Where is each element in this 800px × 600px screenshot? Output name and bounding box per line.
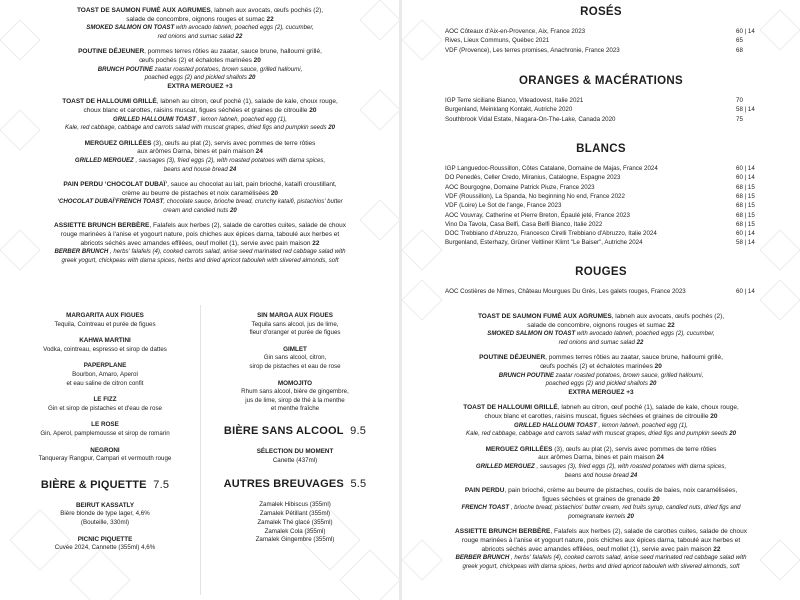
dish-price: 20 — [710, 412, 718, 420]
wine-name: AOC Costières de Nîmes, Château Mourgues Du Grès, Les galets rouges, France 2023 — [445, 288, 686, 295]
drink-description: fleur d'oranger et purée de figues — [249, 329, 341, 337]
dish-text: , labneh aux avocats, œufs pochés (2), — [611, 313, 725, 320]
dish-description — [30, 181, 370, 190]
dish-english-text: beans and house bread — [163, 165, 228, 173]
dish-english — [30, 116, 370, 125]
dish-name: PAIN PERDU — [464, 487, 505, 495]
dish-price: 20 — [652, 495, 660, 503]
dish-english-text: , sausages (3), fried eggs (2), with roasted potatoes with darna spices, — [133, 156, 326, 164]
drink-description: Vodka, cointreau, espresso et sirop de dattes — [43, 345, 167, 353]
wine-name: Rives, Lieux Communs, Québec 2021 — [445, 37, 550, 45]
dish-text: (3), œufs au plat (2), servis avec pommes de terre rôties — [552, 445, 717, 453]
drink-name: SÉLECTION DU MOMENT — [256, 447, 334, 455]
wine-name: AOC Bourgogne, Domaine Patrick Piuze, France 2023 — [445, 183, 595, 191]
dish-english-name: ‘CHOCOLAT DUBAÏ’FRENCH TOAST — [57, 198, 164, 206]
drink-item — [20, 362, 190, 388]
dish-english-text: , sausages (3), fried eggs (2), with roasted potatoes with darna spices, — [534, 462, 727, 470]
drink-description: Tequila sans alcool, jus de lime, — [251, 320, 339, 328]
dish-english-text: poached eggs (2) and pickled shallots — [545, 380, 648, 388]
dish-price: 24 — [255, 148, 263, 156]
menu-item — [30, 140, 370, 174]
right-brunch-section — [432, 313, 770, 578]
dish-english-price: 20 — [649, 380, 657, 388]
drink-description: sirop de pistaches et eau de rose — [249, 362, 341, 370]
dish-text: abricots séchés avec amandes effilées, oeuf mollet (1), servie avec pain maison — [481, 545, 712, 553]
wine-name: VDF (Roussillon), La Spanda, No beginning No end, France 2022 — [445, 192, 625, 200]
dish-text: rouge marinées à l'anise et yogourt nature, pois chiches aux épices darna, taboulé aux herbes et — [60, 231, 340, 239]
dish-english-price: 20 — [248, 74, 256, 82]
extra-label: EXTRA MERGUEZ — [167, 82, 224, 90]
dish-english-price: 20 — [229, 206, 237, 214]
dish-english — [30, 198, 370, 207]
drink-name: LE ROSE — [91, 421, 119, 429]
drink-name: PAPERPLANE — [83, 362, 127, 370]
dish-english-name: SMOKED SALMON ON TOAST — [86, 24, 175, 32]
wine-row — [445, 287, 775, 296]
dish-description — [432, 413, 770, 422]
drink-item — [20, 312, 190, 329]
oranges-heading: ORANGES & MACÉRATIONS — [519, 75, 683, 87]
dish-price: 24 — [656, 454, 664, 462]
dish-english-price: 20 — [729, 430, 736, 438]
extra-price: +3 — [225, 82, 233, 90]
wine-row — [445, 36, 775, 45]
dish-text: salade de concombre, oignons rouges et sumac — [527, 321, 666, 329]
wine-name: VDF (Provence), Les terres promises, Anachronie, France 2023 — [445, 46, 620, 54]
dish-english-text: with avocado labneh, poached eggs (2), cucumber, — [174, 24, 314, 32]
wine-price: 68 | 15 — [736, 211, 755, 219]
dish-description — [30, 190, 370, 199]
dish-text: aux arômes Darna, bines et pain maison — [137, 148, 254, 156]
menu-item — [30, 222, 370, 265]
extra-price: +3 — [626, 388, 634, 396]
dish-description — [30, 222, 370, 231]
dish-english — [432, 504, 770, 513]
wine-row — [445, 96, 775, 105]
dish-name: POUTINE DÉJEUNER — [479, 354, 546, 362]
dish-english — [432, 372, 770, 381]
dish-english-text: , herbs' falafels (4), cooked carrots salad, anise seed marinated red cabbage salad with — [509, 554, 747, 562]
wine-price: 70 — [736, 97, 743, 104]
wine-name: Burgenland, Esterhazy, Grüner Veltliner Klimt "Le Baiser", Autriche 2024 — [445, 239, 643, 247]
wine-price: 68 | 15 — [736, 192, 755, 200]
dish-english-text: Kale, red cabbage, cabbage and carrots salad with muscat grapes, dried figs and pumpkin seeds — [466, 430, 728, 438]
dish-english — [30, 166, 370, 175]
wine-price: 60 | 14 — [736, 165, 755, 172]
dish-text: , pommes terres rôties au zaatar, sauce brune, halloumi grillé, — [144, 48, 322, 56]
dish-description — [30, 140, 370, 149]
wine-price: 60 | 14 — [736, 28, 755, 35]
dish-english — [432, 380, 770, 389]
dish-text: abricots séchés avec amandes effilées, oeuf mollet (1), servie avec pain maison — [80, 239, 311, 247]
drink-name: LE FIZZ — [93, 396, 117, 404]
dish-english-name: GRILLED MERGUEZ — [74, 156, 134, 164]
dish-price: 22 — [266, 15, 274, 23]
beverage-item: Zamalek Hibiscus (355ml) — [259, 501, 331, 509]
wine-price: 68 | 15 — [736, 183, 755, 191]
drink-description: Rhum sans alcool, bière de gingembre, — [241, 388, 349, 396]
drink-description: Gin et sirop de pistaches et d'eau de rose — [47, 404, 162, 412]
dish-english — [30, 24, 370, 33]
dish-text: , labneh aux avocats, œufs pochés (2), — [210, 7, 324, 14]
wine-row — [445, 192, 775, 201]
dish-english-text: Kale, red cabbage, cabbage and carrots salad with muscat grapes, dried figs and pumpkin seeds — [65, 124, 327, 132]
dish-text: , pain brioché, crème au beurre de pistaches, coulis de baies, noix caramélisées, — [504, 487, 738, 495]
dish-english-name: BRUNCH POUTINE — [498, 371, 554, 379]
drink-name: NEGRONI — [90, 446, 120, 454]
drink-item — [210, 312, 380, 338]
dish-english-text: greek yogurt, chickpeas with darna spices, herbs and dried apricot tabouleh with slivered almonds, soft — [61, 256, 339, 264]
drink-item — [20, 337, 190, 354]
dish-price: 20 — [253, 56, 261, 64]
dish-english — [30, 257, 370, 266]
drink-item — [210, 346, 380, 372]
rouges-heading: ROUGES — [575, 266, 627, 278]
drink-name: GIMLET — [283, 345, 307, 353]
dish-english — [30, 157, 370, 166]
beverage-item: Zamalek Gingembre (355ml) — [255, 536, 335, 544]
drink-name: BEIRUT KASSATLY — [75, 501, 135, 509]
dish-price: 20 — [654, 362, 662, 370]
dish-text: , pommes terres rôties au zaatar, sauce brune, halloumi grillé, — [545, 354, 723, 362]
menu-item — [432, 404, 770, 438]
drink-name: SIN MARGA AUX FIGUES — [257, 312, 333, 319]
dish-text: aux arômes Darna, bines et pain maison — [538, 454, 655, 462]
dish-english-text: red onions and sumac salad — [157, 32, 234, 40]
dish-english — [432, 513, 770, 522]
wine-name: Southbrook Vidal Estate, Niagara-On-The-Lake, Canada 2020 — [445, 115, 616, 123]
dish-english-text: cream and candied nuts — [163, 206, 229, 214]
wine-price: 58 | 14 — [736, 106, 755, 114]
dish-name: ASSIETTE BRUNCH BERBÈRE — [455, 528, 551, 536]
drink-item — [20, 502, 190, 528]
dish-english — [432, 554, 770, 563]
drink-name: MARGARITA AUX FIGUES — [66, 312, 144, 319]
wine-row — [445, 115, 775, 124]
dish-english-text: , lemon labneh, poached egg (1), — [596, 421, 688, 429]
dish-name: MERGUEZ GRILLÉES — [485, 445, 553, 453]
dish-english-text: with avocado labneh, poached eggs (2), cucumber, — [575, 330, 715, 338]
dish-description — [30, 148, 370, 157]
drink-description: et eau saline de citron confit — [66, 379, 144, 387]
dish-description — [432, 363, 770, 372]
drink-description: Gin sans alcool, citron, — [263, 354, 327, 362]
wine-name: AOC Vouvray, Catherine et Pierre Breton, Épaulé jeté, France 2023 — [445, 211, 630, 219]
dish-english-name: GRILLED HALLOUMI TOAST — [514, 421, 597, 429]
dish-name: ASSIETTE BRUNCH BERBÈRE — [54, 222, 150, 230]
dish-description — [30, 231, 370, 240]
dish-text: , labneh au citron, œuf poché (1), salade de kale, choux rouge, — [557, 404, 739, 412]
dish-english-price: 22 — [235, 32, 243, 40]
wine-row — [445, 220, 775, 229]
left-brunch-section — [30, 7, 370, 272]
wine-price: 68 | 15 — [736, 220, 755, 228]
dish-english-text: beans and house bread — [564, 471, 629, 479]
dish-english — [432, 430, 770, 439]
wine-row — [445, 229, 775, 238]
dish-english-name: GRILLED MERGUEZ — [475, 462, 535, 470]
beverage-item: Zamalek Thé glacé (355ml) — [257, 518, 333, 526]
drink-description: Canette (437ml) — [272, 456, 318, 464]
wine-row — [445, 105, 775, 114]
dish-english-text: , chocolate sauce, brioche bread, crunchy kataifi, pistachios' butter — [163, 198, 343, 206]
extra-option — [432, 389, 770, 398]
dish-description — [432, 354, 770, 363]
dish-description — [432, 496, 770, 505]
dish-description — [30, 48, 370, 57]
dish-description — [432, 322, 770, 331]
wine-row — [445, 164, 775, 173]
wine-row — [445, 46, 775, 55]
drinks-columns — [20, 312, 380, 600]
dish-name: TOAST DE SAUMON FUMÉ AUX AGRUMES — [477, 313, 612, 320]
drink-name: KAHWA MARTINI — [79, 337, 131, 345]
dish-english — [30, 248, 370, 257]
dish-description — [30, 240, 370, 249]
dish-price: 22 — [312, 239, 320, 247]
dish-english-price: 24 — [229, 165, 237, 173]
dish-text: crème au beurre de pistaches et noix caramélisées — [121, 189, 269, 197]
dish-description — [432, 313, 770, 322]
wine-name: DO Penedès, Celler Credo, Miranius, Catalogne, Espagne 2023 — [445, 174, 621, 182]
dish-english-text: , brioche bread, pistachios' butter cream, red fruits syrup, candied nuts, dried figs and — [509, 504, 741, 512]
wine-price: 65 — [736, 37, 743, 45]
dish-text: œufs pochés (2) et échalotes marinées — [540, 362, 653, 370]
dish-english — [30, 74, 370, 83]
drink-description: Tanqueray Rangpur, Campari et vermouth rouge — [38, 455, 172, 463]
dish-description — [432, 537, 770, 546]
drink-item — [210, 448, 380, 465]
dish-english-text: zaatar roasted potatoes, brown sauce, grilled halloumi, — [553, 371, 704, 379]
drinks-right-column — [210, 312, 380, 545]
dish-description — [432, 528, 770, 537]
dish-english — [432, 463, 770, 472]
drink-description: (Bouteille, 330ml) — [80, 518, 130, 526]
dish-english-text: , lemon labneh, poached egg (1), — [195, 115, 287, 123]
dish-english-name: FRENCH TOAST — [461, 504, 510, 512]
dish-english — [432, 563, 770, 572]
dish-name: PAIN PERDU ‘CHOCOLAT DUBAÏ’ — [63, 181, 168, 189]
drink-item — [210, 380, 380, 414]
extra-label: EXTRA MERGUEZ — [568, 388, 625, 396]
dish-name: TOAST DE HALLOUMI GRILLÉ — [463, 404, 558, 412]
drink-description: Bourbon, Amaro, Aperol — [72, 370, 138, 378]
wine-price: 68 — [736, 46, 743, 54]
drink-description: Tequila, Cointreau et purée de figues — [54, 320, 156, 328]
dish-description — [432, 487, 770, 496]
roses-heading: ROSÉS — [580, 6, 622, 18]
dish-price: 22 — [713, 545, 721, 553]
drinks-left-column — [20, 312, 190, 561]
dish-price: 22 — [667, 321, 675, 329]
menu-item — [30, 98, 370, 132]
extra-option — [30, 83, 370, 92]
dish-text: , Falafels aux herbes (2), salade de carottes cuites, salade de choux — [149, 222, 346, 230]
wine-name: Vino Da Tavola, Casa Belfi, Casa Belfi Bianco, Italie 2022 — [445, 220, 603, 228]
dish-english-name: BERBER BRUNCH — [455, 554, 510, 562]
dish-english-text: , herbs' falafels (4), cooked carrots salad, anise seed marinated red cabbage salad with — [108, 248, 346, 256]
wine-name: IGP Languedoc-Roussillon, Côtes Catalane, Domaine de Majas, France 2024 — [445, 165, 658, 172]
dish-english — [30, 66, 370, 75]
dish-text: , labneh au citron, œuf poché (1), salade de kale, choux rouge, — [156, 98, 338, 106]
biere-heading: BIÈRE & PIQUETTE 7.5 — [40, 478, 170, 491]
wine-row — [445, 183, 775, 192]
menu-item — [432, 313, 770, 347]
dish-description — [30, 107, 370, 116]
wine-price: 58 | 14 — [736, 239, 755, 247]
wine-name: AOC Côteaux d'Aix-en-Provence, Aix, France 2023 — [445, 28, 586, 35]
dish-text: rouge marinées à l'anise et yogourt nature, pois chiches aux épices darna, taboulé aux herbes et — [461, 537, 741, 545]
dish-english — [432, 330, 770, 339]
dish-price: 20 — [270, 189, 279, 197]
dish-english-text: zaatar roasted potatoes, brown sauce, grilled halloumi, — [152, 65, 303, 73]
menu-item — [30, 48, 370, 91]
dish-text: (3), œufs au plat (2), servis avec pommes de terre rôties — [151, 139, 316, 147]
wine-price: 75 — [736, 115, 743, 123]
dish-english — [432, 422, 770, 431]
dish-text: œufs pochés (2) et échalotes marinées — [139, 56, 252, 64]
menu-item — [432, 354, 770, 397]
dish-name: TOAST DE HALLOUMI GRILLÉ — [62, 98, 157, 106]
dish-description — [30, 7, 370, 16]
drink-item — [20, 396, 190, 413]
dish-name: MERGUEZ GRILLÉES — [84, 139, 152, 147]
wine-name: VDF (Loire) Le Sot de l'ange, France 2023 — [445, 202, 562, 210]
wine-name: DOC Trebbiano d'Abruzzo, Francesco Cirelli Trebbiano d'Abruzzo, Italie 2024 — [445, 230, 657, 238]
wine-row — [445, 173, 775, 182]
dish-description — [432, 446, 770, 455]
dish-english-price: 20 — [627, 512, 634, 520]
drink-description: Cuvée 2024, Cannette (355ml) 4,6% — [54, 544, 156, 552]
menu-item — [432, 487, 770, 521]
drink-name: PICNIC PIQUETTE — [77, 535, 133, 543]
wine-price: 60 | 14 — [736, 288, 755, 295]
menu-item — [432, 446, 770, 480]
dish-english-price: 24 — [630, 471, 638, 479]
dish-english — [30, 124, 370, 133]
beverage-item: Zamalek Pétillant (355ml) — [259, 509, 331, 517]
dish-text: , Falafels aux herbes (2), salade de carottes cuites, salade de choux — [550, 528, 747, 536]
dish-name: TOAST DE SAUMON FUMÉ AUX AGRUMES — [76, 7, 211, 14]
dish-price: 20 — [309, 106, 317, 114]
dish-description — [432, 454, 770, 463]
right-page — [402, 0, 800, 600]
menu-item — [30, 181, 370, 215]
wine-name: IGP Terre siciliane Bianco, Viteadovest, Italie 2021 — [445, 97, 584, 104]
dish-english-name: GRILLED HALLOUMI TOAST — [113, 115, 196, 123]
drink-item — [20, 536, 190, 553]
dish-english — [432, 339, 770, 348]
wine-price: 60 | 14 — [736, 230, 755, 238]
dish-text: salade de concombre, oignons rouges et sumac — [126, 15, 265, 23]
wine-name: Burgenland, Meinklang Kontakt, Autriche 2020 — [445, 106, 573, 114]
drink-item — [20, 447, 190, 464]
dish-english-text: greek yogurt, chickpeas with darna spices, herbs and dried apricot tabouleh with slivered almonds, soft — [462, 562, 740, 570]
drink-description: jus de lime, sirop de thé à la menthe — [245, 396, 345, 404]
dish-english — [30, 207, 370, 216]
wine-price: 68 | 15 — [736, 202, 755, 210]
dish-english-name: BERBER BRUNCH — [54, 248, 109, 256]
dish-text: choux blanc et carottes, raisins muscat, figues séchées et graines de citrouille — [484, 412, 709, 420]
blancs-heading: BLANCS — [576, 143, 626, 155]
drink-name: MOMOJITO — [277, 379, 313, 387]
wine-row — [445, 238, 775, 247]
dish-english-price: 22 — [636, 338, 644, 346]
dish-description — [30, 16, 370, 25]
dish-english-text: poached eggs (2) and pickled shallots — [144, 74, 247, 82]
sans-alcool-heading: BIÈRE SANS ALCOOL 9.5 — [223, 424, 367, 437]
dish-english — [30, 33, 370, 42]
dish-name: POUTINE DÉJEUNER — [78, 48, 145, 56]
dish-text: figues séchées et graines de grenade — [542, 495, 651, 503]
dish-english — [432, 472, 770, 481]
wine-price: 60 | 14 — [736, 174, 755, 182]
wine-row — [445, 27, 775, 36]
dish-description — [30, 57, 370, 66]
autres-breuvages-heading: AUTRES BREUVAGES 5.5 — [223, 478, 367, 491]
wine-row — [445, 211, 775, 220]
menu-item — [30, 7, 370, 41]
dish-english-name: SMOKED SALMON ON TOAST — [487, 330, 576, 338]
dish-description — [30, 98, 370, 107]
drink-item — [20, 421, 190, 438]
dish-text: choux blanc et carottes, raisins muscat, figues séchées et graines de citrouille — [83, 106, 308, 114]
dish-english-text: pomegranate kernels — [568, 512, 626, 520]
drink-description: Bière blonde de type lager, 4,6% — [60, 510, 150, 518]
drink-description: Gin, Aperol, pamplemousse et sirop de romarin — [40, 429, 170, 437]
dish-english-name: BRUNCH POUTINE — [97, 65, 153, 73]
dish-english-price: 20 — [328, 124, 335, 132]
dish-description — [432, 404, 770, 413]
dish-text: , sauce au chocolat au lait, pain brioché, kataifi croustillant, — [167, 181, 337, 189]
menu-item — [432, 528, 770, 571]
drink-description: et menthe fraîche — [270, 405, 320, 413]
beverage-item: Zamalek Cola (355ml) — [264, 527, 326, 535]
dish-english-text: red onions and sumac salad — [558, 338, 635, 346]
dish-description — [432, 546, 770, 555]
wine-row — [445, 201, 775, 210]
